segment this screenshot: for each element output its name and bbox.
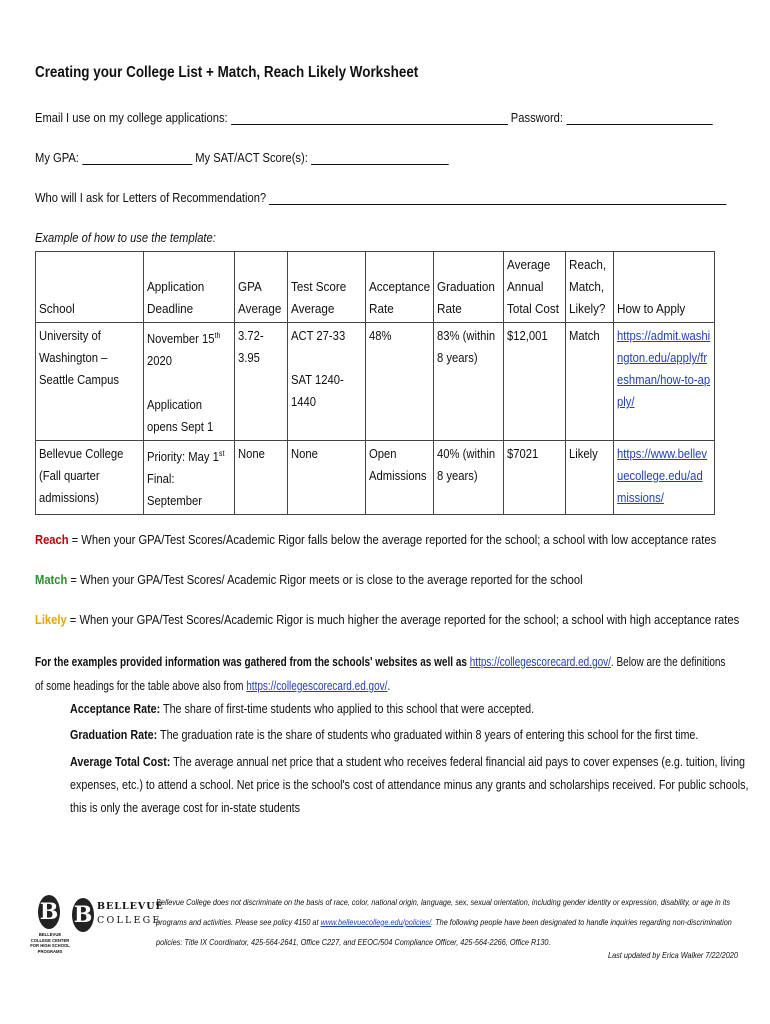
header-school: School: [36, 252, 144, 323]
policy-link[interactable]: www.bellevuecollege.edu/policies/: [320, 917, 432, 927]
legend-likely: [35, 612, 739, 627]
password-field[interactable]: [566, 110, 712, 125]
legend-reach: [35, 532, 716, 547]
letters-line: [35, 190, 727, 205]
table-row: [36, 323, 715, 441]
sat-label: My SAT/ACT Score(s):: [195, 150, 308, 165]
cell-apply: [614, 323, 715, 441]
table-header-row: [36, 252, 715, 323]
def-graduation: Graduation Rate: The graduation rate is the share of students who graduated within 8 years of entering this school for the first time.: [70, 728, 699, 742]
def-cost-3: this is only the average cost for in-state students: [70, 801, 301, 815]
cell-test: ACT 27-33 SAT 1240-1440: [288, 323, 366, 441]
bellevue-college-logo: B BELLEVUE COLLEGE: [72, 898, 154, 932]
match-word: Match: [35, 572, 68, 587]
def-acceptance: Acceptance Rate: The share of first-time students who applied to this school that were accepted.: [70, 702, 535, 716]
email-field[interactable]: [231, 110, 508, 125]
likely-text: = When your GPA/Test Scores/Academic Rigor is much higher the average reported for the school; a school with high acceptance rates: [66, 612, 740, 627]
cell-acceptance: 48%: [366, 323, 434, 441]
cell-gpa: None: [235, 441, 288, 515]
b-monogram-icon: B: [38, 895, 60, 929]
cell-gpa: 3.72-3.95: [235, 323, 288, 441]
scorecard-link-2[interactable]: https://collegescorecard.ed.gov/: [246, 679, 388, 693]
example-caption: Example of how to use the template:: [35, 230, 216, 245]
college-table: [35, 251, 715, 515]
info-bold: For the examples provided information was gathered from the schools' websites as well as: [35, 655, 470, 669]
cell-deadline: November 15th 2020 Application opens Sept 1: [144, 323, 235, 441]
page-title: Creating your College List + Match, Reach Likely Worksheet: [35, 64, 419, 81]
cell-rml: Likely: [566, 441, 614, 515]
cell-graduation: 40% (within 8 years): [434, 441, 504, 515]
info-line-2: of some headings for the table above also from https://collegescorecard.ed.gov/.: [35, 679, 391, 693]
header-cost: Average Annual Total Cost: [504, 252, 566, 323]
letters-label: Who will I ask for Letters of Recommendation?: [35, 190, 267, 205]
reach-word: Reach: [35, 532, 69, 547]
email-password-line: [35, 110, 712, 125]
cell-test: None: [288, 441, 366, 515]
reach-text: = When your GPA/Test Scores/Academic Rigor falls below the average reported for the school; a school with low acceptance rates: [68, 532, 717, 547]
info-line-1: For the examples provided information was gathered from the schools' websites as well as https://collegescorecard.ed.gov/. Below are the definitions: [35, 655, 726, 669]
cell-school: Bellevue College (Fall quarter admissions): [36, 441, 144, 515]
table-row: [36, 441, 715, 515]
b-monogram-icon: B: [72, 898, 94, 932]
chsp-logo-text: BELLEVUE COLLEGE CENTER FOR HIGH SCHOOL PROGRAMS: [30, 932, 70, 954]
cell-cost: $12,001: [504, 323, 566, 441]
cell-acceptance: Open Admissions: [366, 441, 434, 515]
gpa-label: My GPA:: [35, 150, 79, 165]
header-acceptance: Acceptance Rate: [366, 252, 434, 323]
scorecard-link[interactable]: https://collegescorecard.ed.gov/: [469, 655, 611, 669]
password-label: Password:: [510, 110, 564, 125]
header-graduation: Graduation Rate: [434, 252, 504, 323]
letters-field[interactable]: [269, 190, 727, 205]
header-apply: How to Apply: [614, 252, 715, 323]
gpa-field[interactable]: [82, 150, 192, 165]
header-test: Test Score Average: [288, 252, 366, 323]
footer-notice: Bellevue College does not discriminate on the basis of race, color, national origin, language, sex, sexual orientation, including gender identity or expression, disability, or age in its programs and activities. Please see policy 4150 at www.bellevuecollege.edu/policies/. The following people have been designated to handle inquiries regarding non-discrimination policies: Title IX Coordinator, 425-564-2641, Office C227, and EEOC/504 Compliance Officer, 425-564-2266, Office R130.: [156, 897, 732, 947]
cell-graduation: 83% (within 8 years): [434, 323, 504, 441]
apply-link[interactable]: https://www.bellevuecollege.edu/admissions/: [617, 447, 708, 506]
cell-apply: [614, 441, 715, 515]
def-cost-2: expenses, etc.) to attend a school. Net price is the school's cost of attendance minus any grants and scholarships received. For public schools,: [70, 778, 749, 792]
def-cost: Average Total Cost: The average annual net price that a student who receives federal financial aid pays to cover expenses (e.g. tuition, living: [70, 755, 746, 769]
cell-rml: Match: [566, 323, 614, 441]
sat-field[interactable]: [311, 150, 449, 165]
header-rml: Reach, Match, Likely?: [566, 252, 614, 323]
legend-match: [35, 572, 583, 587]
cell-cost: $7021: [504, 441, 566, 515]
likely-word: Likely: [35, 612, 67, 627]
cell-school: University of Washington – Seattle Campus: [36, 323, 144, 441]
header-deadline: Application Deadline: [144, 252, 235, 323]
apply-link[interactable]: https://admit.washington.edu/apply/freshman/how-to-apply/: [617, 329, 711, 409]
gpa-sat-line: [35, 150, 449, 165]
last-updated: Last updated by Erica Walker 7/22/2020: [608, 950, 738, 960]
email-label: Email I use on my college applications:: [35, 110, 228, 125]
match-text: = When your GPA/Test Scores/ Academic Rigor meets or is close to the average reported for the school: [67, 572, 583, 587]
bellevue-chsp-logo: [30, 895, 70, 965]
header-gpa: GPA Average: [235, 252, 288, 323]
cell-deadline: Priority: May 1st Final: September: [144, 441, 235, 515]
